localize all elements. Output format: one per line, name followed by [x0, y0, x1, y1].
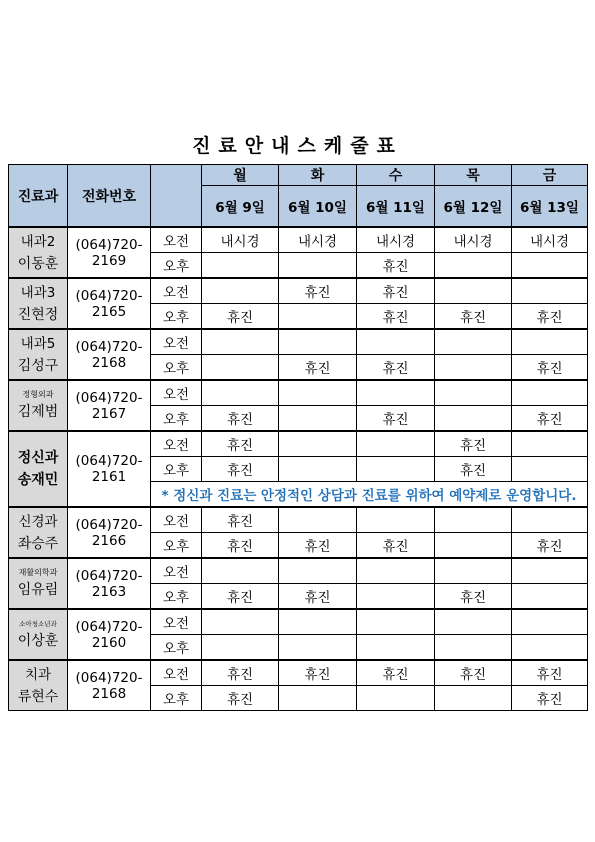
schedule-cell — [357, 609, 435, 635]
schedule-cell — [512, 609, 588, 635]
doctor-cell — [9, 227, 68, 278]
schedule-cell — [202, 278, 279, 304]
schedule-cell — [357, 635, 435, 661]
table-row — [9, 660, 588, 686]
day-header: 금 — [512, 165, 588, 186]
schedule-cell: 내시경 — [435, 227, 512, 253]
table-row — [9, 431, 588, 457]
schedule-cell — [512, 507, 588, 533]
schedule-cell: 휴진 — [435, 304, 512, 330]
date-header: 6월 10일 — [279, 186, 357, 228]
schedule-cell — [279, 406, 357, 432]
date-header: 6월 13일 — [512, 186, 588, 228]
schedule-cell: 휴진 — [279, 278, 357, 304]
schedule-cell — [357, 457, 435, 482]
doctor-cell — [9, 380, 68, 431]
schedule-cell: 휴진 — [202, 660, 279, 686]
schedule-cell: 내시경 — [512, 227, 588, 253]
schedule-cell: 휴진 — [202, 507, 279, 533]
schedule-cell — [512, 431, 588, 457]
doctor-name: 이동훈 — [17, 255, 59, 272]
schedule-cell — [357, 558, 435, 584]
phone-number: (064)720-2166 — [68, 507, 151, 558]
dept-name: 소아청소년과 — [19, 619, 57, 628]
schedule-cell — [357, 380, 435, 406]
date-header: 6월 9일 — [202, 186, 279, 228]
doctor-name: 송재민 — [17, 472, 59, 488]
schedule-cell: 휴진 — [202, 533, 279, 559]
schedule-cell: 휴진 — [512, 304, 588, 330]
period-am: 오전 — [151, 507, 202, 533]
period-am: 오전 — [151, 431, 202, 457]
schedule-cell — [202, 609, 279, 635]
dept-name: 정형외과 — [22, 389, 54, 399]
doctor-cell — [9, 507, 68, 558]
period-am: 오전 — [151, 609, 202, 635]
day-header: 목 — [435, 165, 512, 186]
table-row — [9, 227, 588, 253]
doctor-cell — [9, 278, 68, 329]
doctor-cell — [9, 558, 68, 609]
table-row — [9, 507, 588, 533]
schedule-cell — [202, 329, 279, 355]
phone-number: (064)720-2163 — [68, 558, 151, 609]
phone-number: (064)720-2167 — [68, 380, 151, 431]
phone-number: (064)720-2168 — [68, 329, 151, 380]
header-row-days — [9, 165, 588, 186]
schedule-cell: 휴진 — [357, 304, 435, 330]
period-pm: 오후 — [151, 355, 202, 381]
period-header — [151, 165, 202, 228]
schedule-cell — [435, 355, 512, 381]
period-pm: 오후 — [151, 686, 202, 711]
doctor-name: 임유림 — [17, 581, 59, 598]
doctor-cell — [9, 329, 68, 380]
dept-name: 내과3 — [20, 284, 56, 301]
doctor-name: 좌승주 — [17, 535, 59, 552]
schedule-cell — [435, 329, 512, 355]
day-header: 월 — [202, 165, 279, 186]
date-header: 6월 11일 — [357, 186, 435, 228]
schedule-cell: 휴진 — [279, 355, 357, 381]
phone-number: (064)720-2168 — [68, 660, 151, 711]
dept-name: 재활의학과 — [18, 567, 58, 577]
table-row — [9, 609, 588, 635]
schedule-cell — [435, 609, 512, 635]
schedule-cell — [512, 457, 588, 482]
schedule-cell: 휴진 — [435, 660, 512, 686]
schedule-cell: 휴진 — [357, 278, 435, 304]
period-pm: 오후 — [151, 584, 202, 610]
schedule-cell — [279, 507, 357, 533]
schedule-cell — [202, 635, 279, 661]
schedule-cell: 내시경 — [202, 227, 279, 253]
schedule-cell: 휴진 — [202, 431, 279, 457]
schedule-cell — [512, 380, 588, 406]
schedule-cell — [279, 457, 357, 482]
table-row — [9, 558, 588, 584]
schedule-cell: 휴진 — [357, 660, 435, 686]
reservation-note: * 정신과 진료는 안정적인 상담과 진료를 위하여 예약제로 운영합니다. — [151, 482, 588, 508]
schedule-cell — [435, 253, 512, 279]
doctor-name: 진현정 — [17, 306, 59, 323]
schedule-cell — [512, 584, 588, 610]
period-am: 오전 — [151, 380, 202, 406]
schedule-cell: 휴진 — [512, 355, 588, 381]
schedule-cell: 내시경 — [279, 227, 357, 253]
schedule-cell — [357, 584, 435, 610]
schedule-cell: 휴진 — [512, 686, 588, 711]
schedule-table — [8, 164, 588, 711]
schedule-cell — [279, 253, 357, 279]
doctor-cell — [9, 431, 68, 507]
dept-name: 신경과 — [18, 513, 58, 530]
schedule-cell: 휴진 — [357, 253, 435, 279]
schedule-cell: 휴진 — [202, 457, 279, 482]
dept-name: 내과5 — [20, 335, 56, 352]
period-pm: 오후 — [151, 533, 202, 559]
period-am: 오전 — [151, 227, 202, 253]
schedule-cell: 휴진 — [279, 533, 357, 559]
doctor-name: 이상훈 — [17, 632, 59, 649]
period-am: 오전 — [151, 558, 202, 584]
schedule-cell — [279, 329, 357, 355]
doctor-name: 김제범 — [17, 403, 59, 420]
schedule-cell — [279, 609, 357, 635]
schedule-cell — [512, 558, 588, 584]
period-pm: 오후 — [151, 635, 202, 661]
schedule-cell — [279, 635, 357, 661]
phone-number: (064)720-2165 — [68, 278, 151, 329]
schedule-cell: 휴진 — [279, 584, 357, 610]
schedule-cell: 휴진 — [357, 533, 435, 559]
period-pm: 오후 — [151, 253, 202, 279]
schedule-cell — [357, 507, 435, 533]
schedule-cell: 휴진 — [202, 584, 279, 610]
schedule-cell: 휴진 — [512, 533, 588, 559]
period-am: 오전 — [151, 329, 202, 355]
schedule-cell — [435, 406, 512, 432]
schedule-cell: 휴진 — [435, 457, 512, 482]
phone-number: (064)720-2161 — [68, 431, 151, 507]
schedule-cell — [202, 558, 279, 584]
schedule-cell: 휴진 — [202, 304, 279, 330]
schedule-cell — [435, 278, 512, 304]
schedule-cell: 휴진 — [435, 584, 512, 610]
schedule-cell — [357, 686, 435, 711]
table-row — [9, 380, 588, 406]
schedule-cell: 휴진 — [202, 686, 279, 711]
date-header: 6월 12일 — [435, 186, 512, 228]
schedule-cell — [202, 355, 279, 381]
dept-header: 진료과 — [9, 165, 68, 228]
doctor-cell — [9, 660, 68, 711]
day-header: 화 — [279, 165, 357, 186]
schedule-cell — [279, 686, 357, 711]
schedule-cell — [435, 533, 512, 559]
table-row — [9, 278, 588, 304]
dept-name: 정신과 — [17, 450, 59, 466]
schedule-cell — [279, 431, 357, 457]
period-pm: 오후 — [151, 304, 202, 330]
doctor-name: 류현수 — [17, 688, 59, 705]
schedule-cell — [279, 558, 357, 584]
schedule-cell: 휴진 — [512, 406, 588, 432]
schedule-cell — [202, 253, 279, 279]
phone-number: (064)720-2160 — [68, 609, 151, 660]
schedule-cell: 휴진 — [202, 406, 279, 432]
day-header: 수 — [357, 165, 435, 186]
schedule-cell — [202, 380, 279, 406]
schedule-cell — [435, 380, 512, 406]
phone-header: 전화번호 — [68, 165, 151, 228]
doctor-name: 김성구 — [17, 357, 59, 374]
schedule-cell — [435, 507, 512, 533]
schedule-cell: 휴진 — [279, 660, 357, 686]
schedule-cell: 휴진 — [357, 406, 435, 432]
schedule-cell — [512, 253, 588, 279]
schedule-cell — [512, 635, 588, 661]
schedule-cell: 내시경 — [357, 227, 435, 253]
period-pm: 오후 — [151, 457, 202, 482]
schedule-cell — [279, 304, 357, 330]
schedule-cell — [357, 431, 435, 457]
schedule-cell — [435, 635, 512, 661]
schedule-cell — [435, 558, 512, 584]
dept-name: 치과 — [24, 666, 52, 683]
phone-number: (064)720-2169 — [68, 227, 151, 278]
schedule-cell — [435, 686, 512, 711]
schedule-cell: 휴진 — [357, 355, 435, 381]
doctor-cell — [9, 609, 68, 660]
table-row — [9, 329, 588, 355]
period-pm: 오후 — [151, 406, 202, 432]
period-am: 오전 — [151, 278, 202, 304]
schedule-cell — [512, 329, 588, 355]
schedule-cell — [279, 380, 357, 406]
schedule-cell — [357, 329, 435, 355]
schedule-cell — [512, 278, 588, 304]
schedule-cell: 휴진 — [435, 431, 512, 457]
schedule-cell: 휴진 — [512, 660, 588, 686]
page-title: 진료안내스케줄표 — [192, 135, 403, 157]
period-am: 오전 — [151, 660, 202, 686]
dept-name: 내과2 — [20, 233, 56, 250]
